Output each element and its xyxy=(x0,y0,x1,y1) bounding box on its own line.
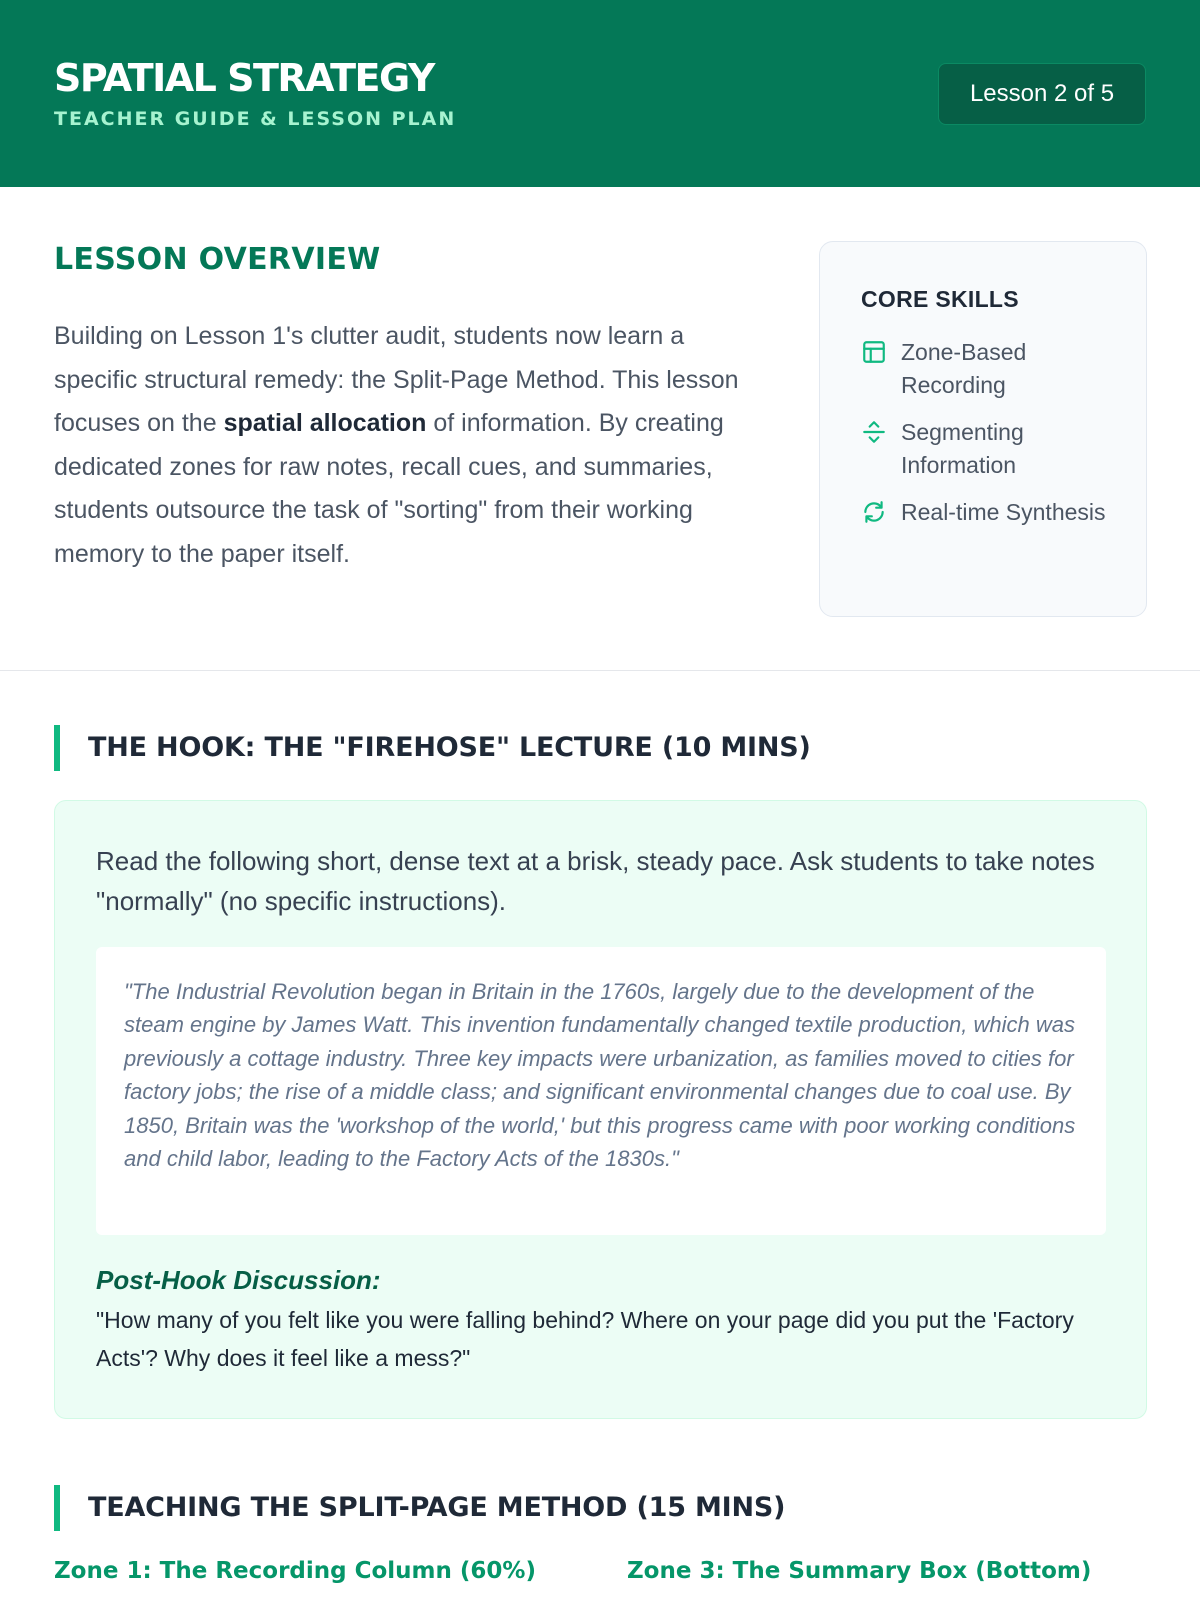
hook-heading: THE HOOK: THE "FIREHOSE" LECTURE (10 MINS) xyxy=(54,725,811,771)
brand-subtitle: TEACHER GUIDE & LESSON PLAN xyxy=(54,108,457,130)
hook-intro: Read the following short, dense text at a brisk, steady pace. Ask students to take notes "normally" (no specific instructions). xyxy=(96,846,1095,916)
zone1-title: Zone 1: The Recording Column (60%) xyxy=(54,1558,536,1584)
hook-box xyxy=(54,800,1147,1419)
skill-label: Real-time Synthesis xyxy=(901,499,1106,525)
overview-text xyxy=(54,315,774,576)
core-skills-card xyxy=(819,241,1147,617)
skill-label: Zone-Based Recording xyxy=(901,339,1027,398)
overview-text-part: Building on Lesson 1's clutter audit, students now learn a specific structural remedy: the Split-Page Method. This lesson focuses on the xyxy=(54,322,739,437)
lesson-badge: Lesson 2 of 5 xyxy=(938,63,1146,125)
refresh-icon xyxy=(861,499,887,525)
layout-icon xyxy=(861,339,887,365)
overview-text-bold: spatial allocation xyxy=(223,409,427,437)
page-header xyxy=(0,0,1200,187)
overview-text-part: of information. By creating dedicated zones for raw notes, recall cues, and summaries, students outsource the task of "sorting" from their working memory to the paper itself. xyxy=(54,409,724,568)
overview-title: LESSON OVERVIEW xyxy=(54,242,381,277)
zone3-title: Zone 3: The Summary Box (Bottom) xyxy=(627,1558,1092,1584)
split-arrows-icon xyxy=(861,419,887,445)
lecture-quote: "The Industrial Revolution began in Britain in the 1760s, largely due to the development of the steam engine by James Watt. This invention fundamentally changed textile production, which was previously a cottage industry. Three key impacts were urbanization, as families moved to cities for factory jobs; the rise of a middle class; and significant environmental changes due to coal use. By 1850, Britain was the 'workshop of the world,' but this progress came with poor working conditions and child labor, leading to the Factory Acts of the 1830s." xyxy=(96,947,1106,1235)
discussion-text: "How many of you felt like you were falling behind? Where on your page did you put the 'Factory Acts'? Why does it feel like a mess?" xyxy=(96,1307,1074,1371)
discussion-label: Post-Hook Discussion: xyxy=(96,1265,381,1295)
skill-label: Segmenting Information xyxy=(901,419,1024,478)
teaching-heading: TEACHING THE SPLIT-PAGE METHOD (15 MINS) xyxy=(54,1485,785,1531)
section-divider xyxy=(0,670,1200,671)
core-skills-title: CORE SKILLS xyxy=(861,286,1019,312)
brand-title: SPATIAL STRATEGY xyxy=(54,56,434,100)
